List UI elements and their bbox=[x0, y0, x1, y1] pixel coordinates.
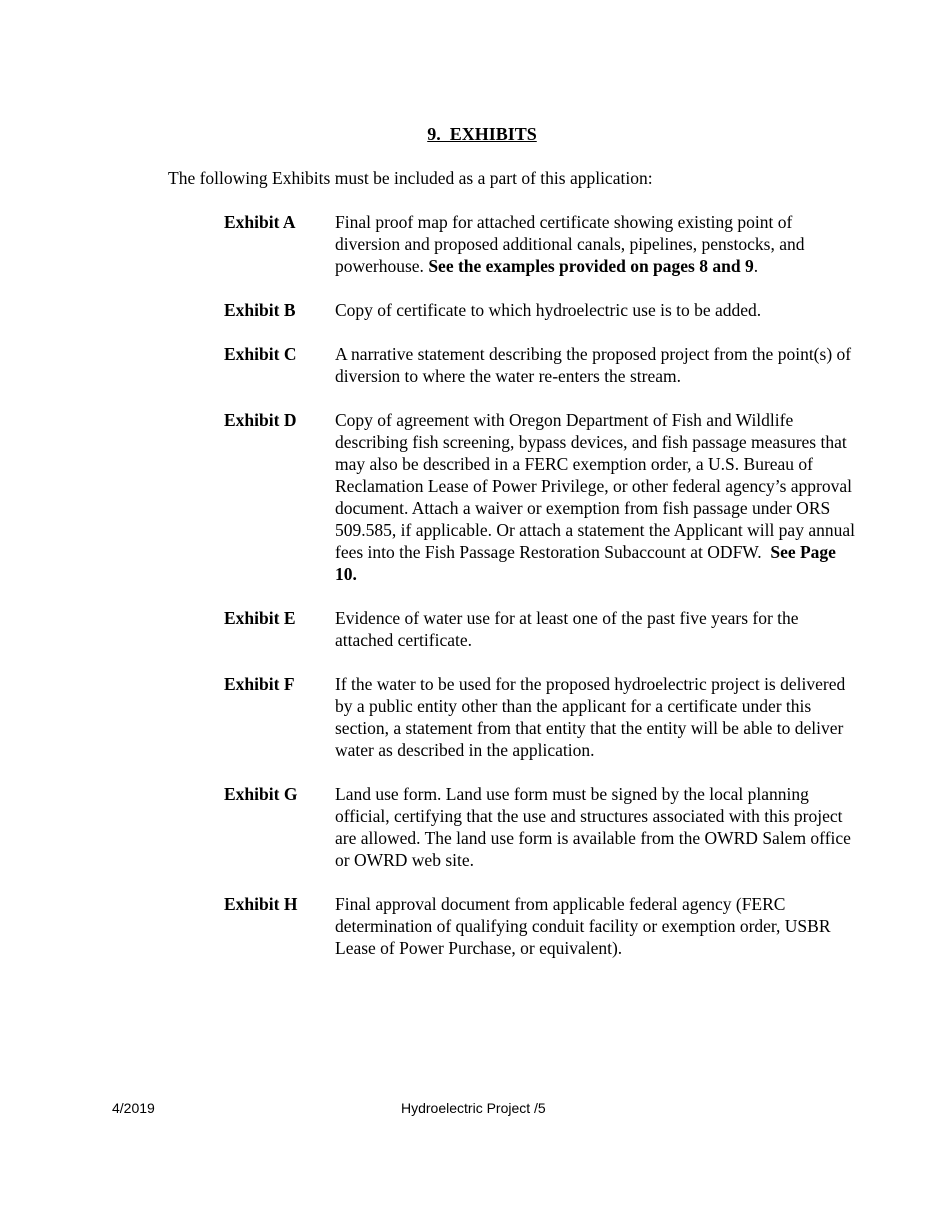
exhibit-text: Copy of certificate to which hydroelectric use is to be added. bbox=[335, 300, 762, 320]
exhibit-description bbox=[335, 299, 857, 321]
exhibit-description bbox=[335, 409, 857, 585]
exhibit-label: Exhibit G bbox=[224, 784, 298, 804]
exhibit-description bbox=[335, 211, 857, 277]
exhibit-f bbox=[224, 673, 864, 761]
exhibit-label: Exhibit H bbox=[224, 894, 298, 914]
exhibit-emphasis: See Page 10. bbox=[335, 542, 836, 584]
page-title: 9. EXHIBITS bbox=[427, 124, 537, 144]
exhibit-emphasis: See the examples provided on pages 8 and 9 bbox=[428, 256, 754, 276]
exhibit-text: Final proof map for attached certificate showing existing point of diversion and proposed additional canals, pipelines, penstocks, and powerhouse. bbox=[335, 212, 805, 276]
exhibit-text: Land use form. Land use form must be signed by the local planning official, certifying that the use and structures associated with this project are allowed. The land use form is available from the OWRD Salem office or OWRD web site. bbox=[335, 784, 851, 870]
exhibit-description bbox=[335, 783, 857, 871]
intro-text: The following Exhibits must be included as a part of this application: bbox=[168, 168, 653, 188]
exhibit-description bbox=[335, 343, 857, 387]
exhibit-b bbox=[224, 299, 864, 321]
exhibit-text: Copy of agreement with Oregon Department of Fish and Wildlife describing fish screening, bypass devices, and fish passage measures that may also be described in a FERC exemption order, a U.S. Bureau of Reclamation Lease of Power Privilege, or other federal agency’s approval document. Attach a waiver or exemption from fish passage under ORS 509.585, if applicable. Or attach a statement the Applicant will pay annual fees into the Fish Passage Restoration Subaccount at ODFW. bbox=[335, 410, 855, 562]
exhibit-label: Exhibit B bbox=[224, 300, 296, 320]
exhibit-label: Exhibit F bbox=[224, 674, 295, 694]
exhibit-label: Exhibit A bbox=[224, 212, 296, 232]
footer-date: 4/2019 bbox=[112, 1100, 155, 1116]
exhibit-label: Exhibit D bbox=[224, 410, 297, 430]
exhibit-tail: . bbox=[753, 256, 759, 276]
exhibit-text: A narrative statement describing the proposed project from the point(s) of diversion to where the water re-enters the stream. bbox=[335, 344, 852, 386]
exhibit-text: If the water to be used for the proposed hydroelectric project is delivered by a public entity other than the applicant for a certificate under this section, a statement from that entity that the entity will be able to deliver water as described in the application. bbox=[335, 674, 846, 760]
exhibit-text: Evidence of water use for at least one of the past five years for the attached certificate. bbox=[335, 608, 799, 650]
exhibit-h bbox=[224, 893, 864, 959]
exhibit-c bbox=[224, 343, 864, 387]
exhibit-label: Exhibit C bbox=[224, 344, 297, 364]
exhibit-text: Final approval document from applicable federal agency (FERC determination of qualifying conduit facility or exemption order, USBR Lease of Power Purchase, or equivalent). bbox=[335, 894, 831, 958]
exhibit-a bbox=[224, 211, 864, 277]
exhibit-g bbox=[224, 783, 864, 871]
exhibit-d bbox=[224, 409, 864, 585]
footer-page-number: Hydroelectric Project /5 bbox=[401, 1100, 546, 1116]
exhibit-label: Exhibit E bbox=[224, 608, 296, 628]
exhibit-description bbox=[335, 893, 857, 959]
exhibit-description bbox=[335, 673, 857, 761]
exhibit-list bbox=[224, 211, 864, 981]
exhibit-e bbox=[224, 607, 864, 651]
exhibit-description bbox=[335, 607, 857, 651]
